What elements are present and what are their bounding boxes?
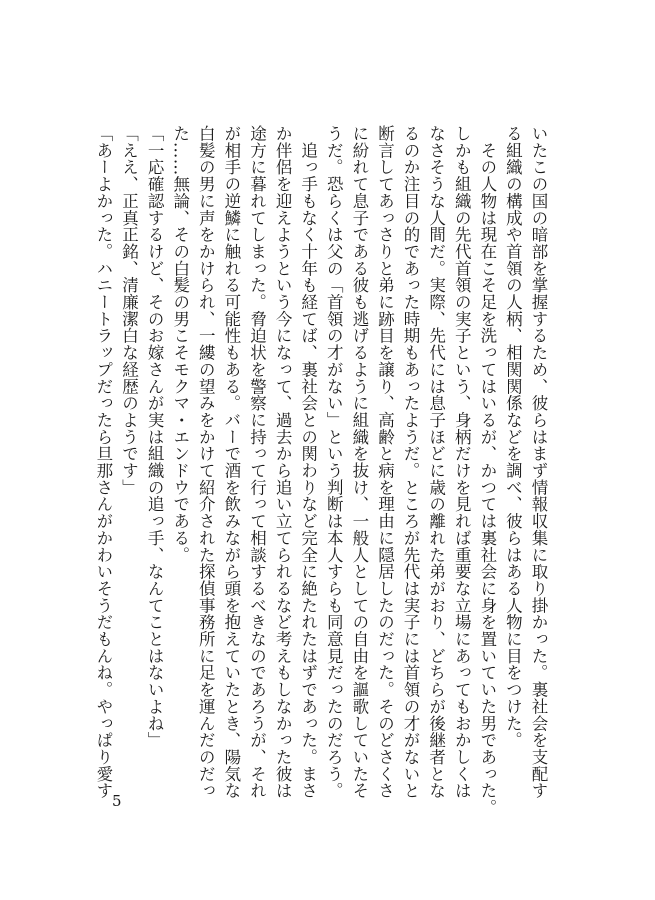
text-column: に紛れて息子である彼も逃げるように組織を抜け、一般人としての自由を謳歌していたそ (349, 125, 369, 799)
dialogue-column: 「一応確認するけど、そのお嫁さんが実は組織の追っ手、なんてことはないよね」 (145, 125, 165, 749)
text-column: が相手の逆鱗に触れる可能性もある。バーで酒を飲みながら頭を抱えていたとき、陽気な (221, 125, 241, 799)
text-column: 途方に暮れてしまった。脅迫状を警察に持って行って相談するべきなのであろうが、それ (247, 125, 267, 799)
dialogue-column: 「ええ、正真正銘、清廉潔白な経歴のようです」 (119, 125, 139, 496)
text-column: 白髪の男に声をかけられ、一縷の望みをかけて紹介された探偵事務所に足を運んだのだっ (196, 125, 216, 799)
text-column: か伴侶を迎えようという今になって、過去から追い立てられるなど考えもしなかった彼は (273, 125, 293, 799)
text-column: るのか注目の的であった時期もあったようだ。ところが先代は実子には首領の才がないと (401, 125, 421, 799)
text-column: しかも組織の先代首領の実子という、身柄だけを見れば重要な立場にあってもおかしくは (452, 125, 472, 799)
text-column: その人物は現在こそ足を洗ってはいるが、かつては裏社会に身を置いていた男であった。 (477, 125, 497, 816)
text-column: なさそうな人間だ。実際、先代には息子ほどに歳の離れた弟がおり、どちらが後継者とな (426, 125, 446, 799)
text-column: た……無論、その白髪の男こそモクマ・エンドウである。 (170, 125, 190, 564)
page-number: 5 (112, 792, 122, 810)
text-column: る組織の構成や首領の人柄、相関関係などを調べ、彼らはある人物に目をつけた。 (503, 125, 523, 749)
text-column: 断言してあっさりと弟に跡目を譲り、高齢と病を理由に隠居したのだった。そのどさくさ (375, 125, 395, 799)
text-column: 追っ手もなく十年も経てば、裏社会との関わりなど完全に絶たれたはずであった。まさ (298, 125, 318, 799)
dialogue-column: 「あーよかった。ハニートラップだったら旦那さんがかわいそうだもんね。やっぱり愛す (93, 125, 113, 799)
text-column: うだ。恐らくは父の「首領の才がない」という判断は本人すらも同意見だったのだろう。 (324, 125, 344, 799)
text-column: いたこの国の暗部を掌握するため、彼らはまず情報収集に取り掛かった。裏社会を支配す (529, 125, 548, 799)
vertical-text-body (90, 125, 551, 816)
